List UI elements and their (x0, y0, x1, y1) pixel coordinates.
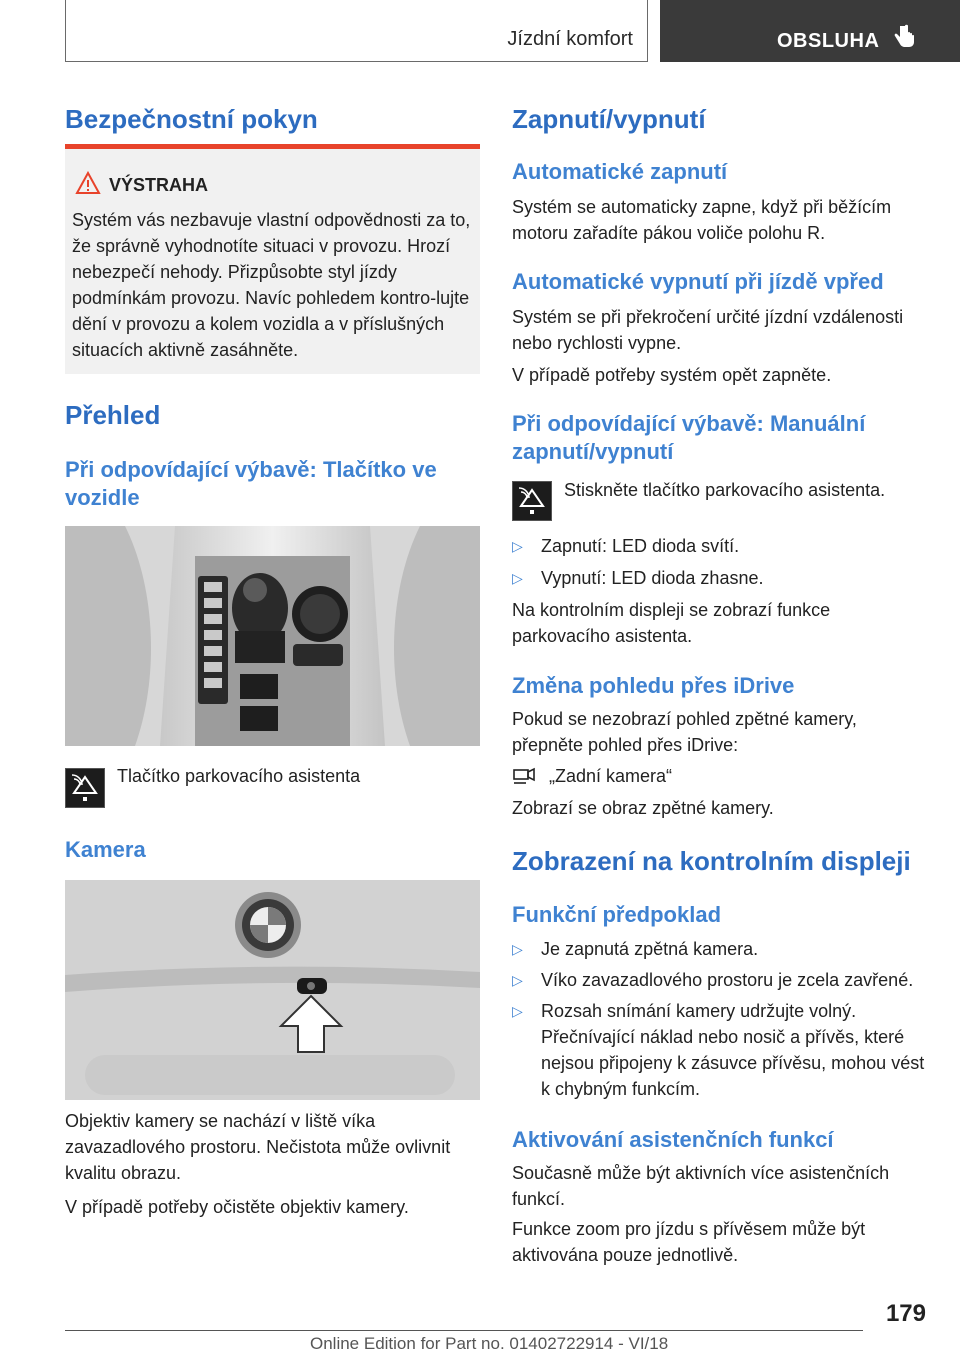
center-console-illustration (65, 526, 480, 746)
camera-heading: Kamera (65, 837, 146, 862)
rear-camera-icon (512, 764, 538, 786)
park-assist-button-icon-2 (512, 481, 552, 521)
onoff-heading: Zapnutí/vypnutí (512, 104, 706, 134)
bullet-triangle-icon: ▷ (512, 972, 523, 988)
bullet-triangle-icon: ▷ (512, 570, 523, 586)
precondition-heading: Funkční předpoklad (512, 902, 722, 927)
footer-divider (65, 1330, 863, 1331)
warning-box (65, 144, 480, 374)
pointing-hand-icon (894, 24, 916, 50)
rear-camera-text: Zobrazí se obraz zpětné kamery. (512, 798, 774, 818)
auto-off-heading: Automatické vypnutí při jízdě vpřed (512, 269, 884, 294)
header-chapter-label: OBSLUHA (777, 30, 880, 52)
view-text: Pokud se nezobrazí pohled zpětné kamery, přepněte pohled přes iDrive: (512, 709, 857, 755)
auto-off-text-1: Systém se při překročení určité jízdní vzdálenosti nebo rychlosti vypne. (512, 307, 904, 353)
manual-heading: Při odpovídající výbavě: Manuální zapnutí/vypnutí (512, 411, 866, 464)
display-text: Na kontrolním displeji se zobrazí funkce parkovacího asistenta. (512, 600, 831, 646)
auto-off-text-2: V případě potřeby systém opět zapněte. (512, 365, 832, 385)
safety-heading: Bezpečnostní pokyn (65, 104, 318, 134)
activate-heading: Aktivování asistenčních funkcí (512, 1127, 834, 1152)
tailgate-illustration (65, 880, 480, 1100)
camera-text-2: V případě potřeby očistěte objektiv kamery. (65, 1197, 409, 1217)
activate-text-2: Funkce zoom pro jízdu s přívěsem může být aktivována pouze jednotlivě. (512, 1219, 866, 1265)
display-heading: Zobrazení na kontrolním displeji (512, 846, 911, 876)
view-heading: Změna pohledu přes iDrive (512, 673, 795, 698)
rear-camera-label: „Zadní kamera“ (549, 766, 673, 786)
header-section-tab (65, 0, 648, 62)
activate-text-1: Současně může být aktivních více asistenčních funkcí. (512, 1163, 890, 1209)
button-heading: Při odpovídající výbavě: Tlačítko ve vozidle (65, 457, 437, 510)
park-assist-icon (513, 482, 551, 520)
footer-edition: Online Edition for Part no. 01402722914 - VI/18 (310, 1334, 669, 1353)
bullet-triangle-icon: ▷ (512, 538, 523, 554)
camera-text-1: Objektiv kamery se nachází v liště víka zavazadlového prostoru. Nečistota může ovlivnit kvalitu obrazu. (65, 1111, 451, 1183)
park-assist-icon (66, 769, 104, 807)
warning-title: VÝSTRAHA (109, 175, 209, 195)
bullet-triangle-icon: ▷ (512, 941, 523, 957)
camera-photo (65, 880, 480, 1100)
header-chapter-tab (660, 0, 960, 62)
auto-on-heading: Automatické zapnutí (512, 159, 728, 184)
header-section-label: Jízdní komfort (507, 28, 633, 50)
page-number: 179 (885, 1300, 926, 1327)
warning-text: Systém vás nezbavuje vlastní odpovědnosti za to, že správně vyhodnotíte situaci v provozu. Hrozí nebezpečí nehody. Přizpůsobte styl jízdy podmínkám provozu. Navíc pohledem kontro-lujte dění v provozu a kolem vozidla a v příslušných situacích aktivně zasáhněte. (72, 210, 471, 360)
bullet-triangle-icon: ▷ (512, 1003, 523, 1019)
overview-heading: Přehled (65, 400, 161, 430)
button-caption: Tlačítko parkovacího asistenta (117, 766, 361, 786)
center-console-photo (65, 526, 480, 746)
auto-on-text: Systém se automaticky zapne, když při běžícím motoru zařadíte pákou voliče polohu R. (512, 197, 892, 243)
warning-triangle-icon (75, 171, 101, 195)
manual-text: Stiskněte tlačítko parkovacího asistenta. (564, 480, 886, 500)
park-assist-button-icon (65, 768, 105, 808)
